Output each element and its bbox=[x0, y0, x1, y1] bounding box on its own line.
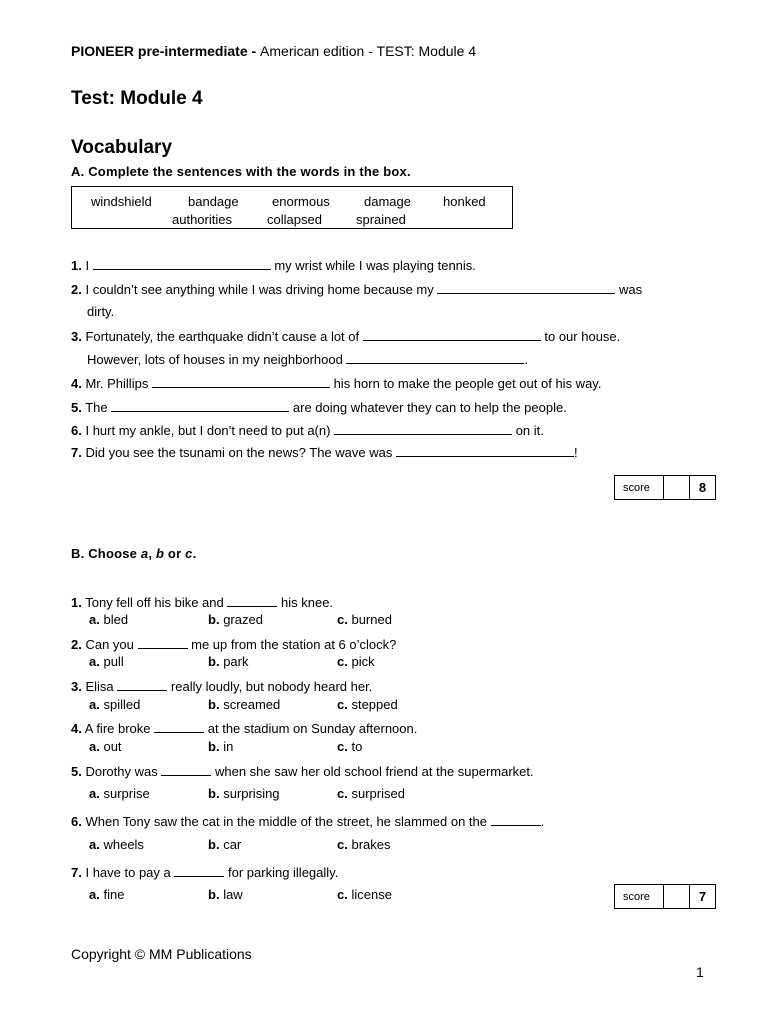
answer-option[interactable]: a. surprise bbox=[89, 786, 150, 801]
word-item: enormous bbox=[272, 194, 330, 209]
answer-blank[interactable] bbox=[161, 763, 211, 776]
score-max: 8 bbox=[698, 480, 707, 495]
score-box bbox=[614, 475, 716, 500]
answer-blank[interactable] bbox=[346, 351, 524, 364]
answer-option[interactable]: b. park bbox=[208, 654, 249, 669]
page-number: 1 bbox=[696, 964, 704, 980]
answer-option[interactable]: a. bled bbox=[89, 612, 129, 627]
word-item: sprained bbox=[356, 212, 406, 227]
answer-blank[interactable] bbox=[437, 281, 615, 294]
word-item: authorities bbox=[172, 212, 232, 227]
answer-option[interactable]: b. surprising bbox=[208, 786, 280, 801]
question-item: 5. Dorothy was when she saw her old school friend at the supermarket. bbox=[71, 764, 534, 779]
answer-option[interactable]: a. fine bbox=[89, 887, 125, 902]
test-title: Test: Module 4 bbox=[71, 88, 203, 109]
sentence-item: 4. Mr. Phillips his horn to make the people get out of his way. bbox=[71, 376, 602, 391]
answer-option[interactable]: a. out bbox=[89, 739, 122, 754]
copyright-footer: Copyright © MM Publications bbox=[71, 946, 252, 962]
sentence-item: 2. I couldn’t see anything while I was driving home because my was bbox=[71, 282, 643, 297]
part-a-instruction: A. Complete the sentences with the words in the box. bbox=[71, 164, 411, 179]
answer-option[interactable]: c. brakes bbox=[337, 837, 391, 852]
question-item: 1. Tony fell off his bike and his knee. bbox=[71, 595, 334, 610]
answer-option[interactable]: c. stepped bbox=[337, 697, 398, 712]
answer-option[interactable]: a. spilled bbox=[89, 697, 141, 712]
answer-blank[interactable] bbox=[117, 678, 167, 691]
answer-option[interactable]: b. screamed bbox=[208, 697, 281, 712]
answer-blank[interactable] bbox=[334, 422, 512, 435]
score-input[interactable] bbox=[664, 885, 690, 908]
answer-option[interactable]: b. in bbox=[208, 739, 234, 754]
answer-blank[interactable] bbox=[174, 864, 224, 877]
answer-option[interactable]: c. to bbox=[337, 739, 363, 754]
score-box bbox=[614, 884, 716, 909]
answer-blank[interactable] bbox=[93, 257, 271, 270]
answer-option[interactable]: c. burned bbox=[337, 612, 392, 627]
answer-blank[interactable] bbox=[138, 636, 188, 649]
sentence-item: 7. Did you see the tsunami on the news? The wave was ! bbox=[71, 445, 578, 460]
word-item: damage bbox=[364, 194, 411, 209]
answer-option[interactable]: c. surprised bbox=[337, 786, 405, 801]
part-b-instruction: B. Choose a, b or c. bbox=[71, 546, 197, 561]
answer-option[interactable]: b. grazed bbox=[208, 612, 263, 627]
answer-option[interactable]: c. pick bbox=[337, 654, 375, 669]
sentence-item: 6. I hurt my ankle, but I don’t need to put a(n) on it. bbox=[71, 423, 544, 438]
question-item: 4. A fire broke at the stadium on Sunday afternoon. bbox=[71, 721, 418, 736]
answer-option[interactable]: a. wheels bbox=[89, 837, 144, 852]
question-item: 2. Can you me up from the station at 6 o’clock? bbox=[71, 637, 397, 652]
sentence-item: 5. The are doing whatever they can to help the people. bbox=[71, 400, 567, 415]
answer-blank[interactable] bbox=[363, 328, 541, 341]
sentence-continuation: However, lots of houses in my neighborhood . bbox=[87, 352, 529, 367]
question-item: 6. When Tony saw the cat in the middle of the street, he slammed on the . bbox=[71, 814, 545, 829]
word-item: windshield bbox=[91, 194, 152, 209]
sentence-continuation: dirty. bbox=[87, 304, 115, 319]
question-item: 3. Elisa really loudly, but nobody heard her. bbox=[71, 679, 373, 694]
answer-option[interactable]: b. law bbox=[208, 887, 243, 902]
score-max: 7 bbox=[698, 889, 707, 904]
answer-blank[interactable] bbox=[491, 813, 541, 826]
word-box bbox=[71, 186, 513, 229]
word-item: collapsed bbox=[267, 212, 322, 227]
sentence-item: 3. Fortunately, the earthquake didn’t cause a lot of to our house. bbox=[71, 329, 621, 344]
score-label: score bbox=[615, 476, 664, 499]
score-label: score bbox=[615, 885, 664, 908]
word-item: bandage bbox=[188, 194, 239, 209]
answer-option[interactable]: a. pull bbox=[89, 654, 124, 669]
answer-blank[interactable] bbox=[396, 444, 574, 457]
sentence-item: 1. I my wrist while I was playing tennis. bbox=[71, 258, 476, 273]
section-heading: Vocabulary bbox=[71, 137, 173, 158]
answer-blank[interactable] bbox=[111, 399, 289, 412]
answer-blank[interactable] bbox=[227, 594, 277, 607]
answer-option[interactable]: c. license bbox=[337, 887, 392, 902]
question-item: 7. I have to pay a for parking illegally. bbox=[71, 865, 339, 880]
word-item: honked bbox=[443, 194, 486, 209]
page-header: PIONEER pre-intermediate - American edition - TEST: Module 4 bbox=[71, 43, 477, 59]
score-input[interactable] bbox=[664, 476, 690, 499]
answer-option[interactable]: b. car bbox=[208, 837, 242, 852]
answer-blank[interactable] bbox=[152, 375, 330, 388]
answer-blank[interactable] bbox=[154, 720, 204, 733]
